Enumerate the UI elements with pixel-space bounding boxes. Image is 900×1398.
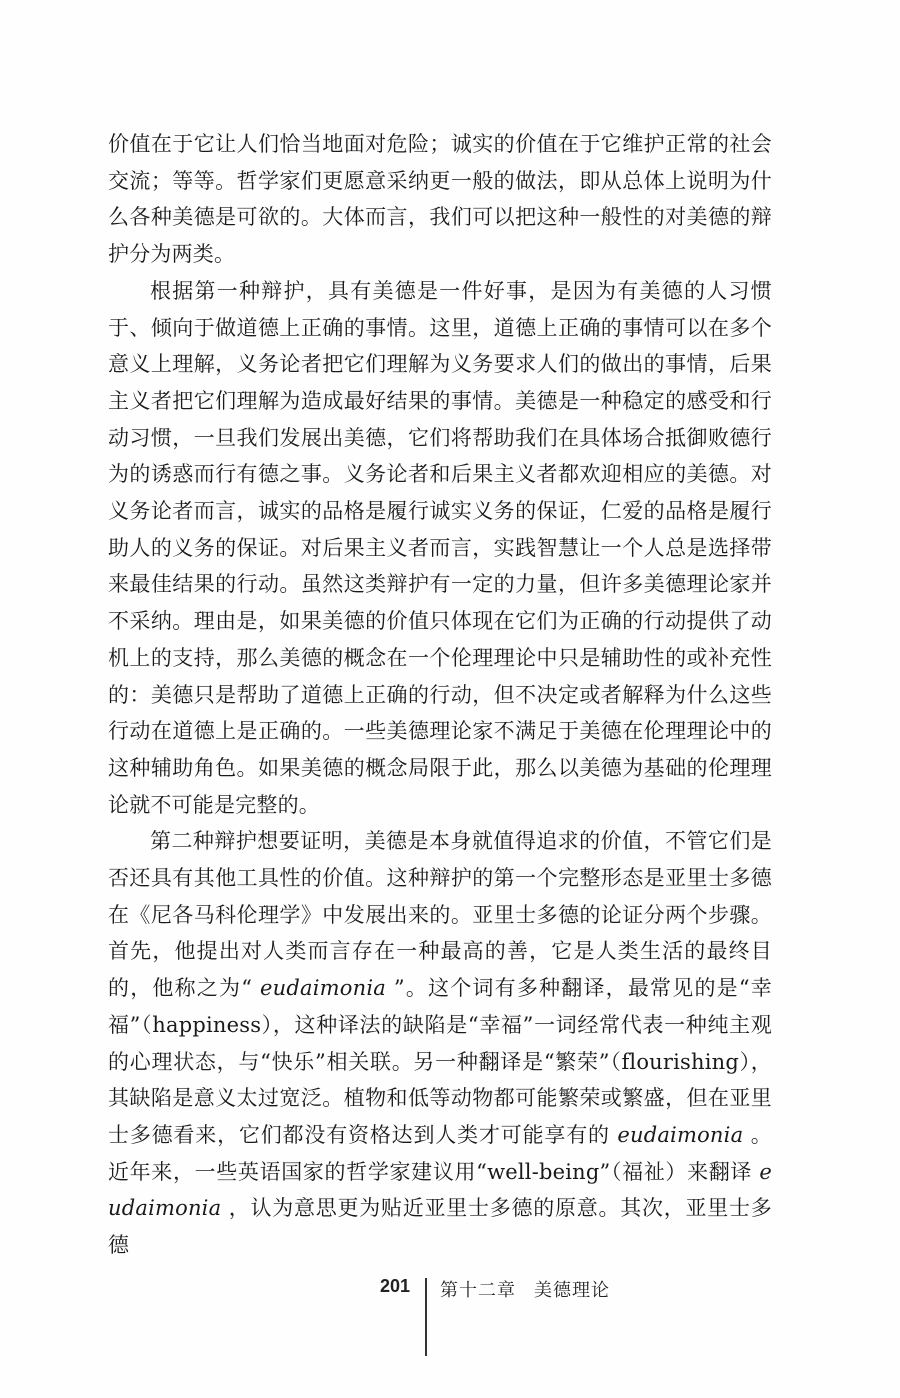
text-run: 根据第一种辩护，具有美德是一件好事，是因为有美德的人习惯于、倾向于做道德上正确的事情。这里，道德上正确的事情可以在多个意义上理解，义务论者把它们理解为义务要求人们的做出的事情，后果主义者把它们理解为造成最好结果的事情。美德是一种稳定的感受和行动习惯，一旦我们发展出美德，它们将帮助我们在具体场合抵御败德行为的诱惑而行有德之事。义务论者和后果主义者都欢迎相应的美德。对义务论者而言，诚实的品格是履行诚实义务的保证，仁爱的品格是履行助人的义务的保证。对后果主义者而言，实践智慧让一个人总是选择带来最佳结果的行动。虽然这类辩护有一定的力量，但许多美德理论家并不采纳。理由是，如果美德的价值只体现在它们为正确的行动提供了动机上的支持，那么美德的概念在一个伦理理论中只是辅助性的或补充性的：美德只是帮助了道德上正确的行动，但不决定或者解释为什么这些行动在道德上是正确的。一些美德理论家不满足于美德在伦理理论中的这种辅助角色。如果美德的概念局限于此，那么以美德为基础的伦理理论就不可能是完整的。 <box>108 278 772 817</box>
text-run: ，认为意思更为贴近亚里士多德的原意。其次，亚里士多德 <box>108 1196 772 1258</box>
paragraph <box>108 273 772 824</box>
text-run: ”。这个词有多种翻译，最常见的是“幸福”（happiness），这种译法的缺陷是“幸福”一词经常代表一种纯主观的心理状态，与“快乐”相关联。另一种翻译是“繁荣”（flourishing），其缺陷是意义太过宽泛。植物和低等动物都可能繁荣或繁盛，但在亚里士多德看来，它们都没有资格达到人类才可能享有的 <box>108 976 772 1147</box>
paragraph <box>108 126 772 273</box>
chapter-title: 美德理论 <box>534 1280 610 1301</box>
running-header-chapter <box>440 1276 610 1302</box>
text-run: 。近年来，一些英语国家的哲学家建议用“well-being”（福祉）来翻译 <box>108 1122 772 1184</box>
italic-term: eudaimonia <box>108 1159 772 1221</box>
italic-term: eudaimonia <box>617 1122 744 1147</box>
chapter-number: 第十二章 <box>440 1280 516 1301</box>
text-run: 第二种辩护想要证明，美德是本身就值得追求的价值，不管它们是否还具有其他工具性的价值。这种辩护的第一个完整形态是亚里士多德在《尼各马科伦理学》中发展出来的。亚里士多德的论证分两个步骤。首先，他提出对人类而言存在一种最高的善，它是人类生活的最终目的，他称之为“ <box>108 829 772 1001</box>
paragraph <box>108 823 772 1263</box>
page-number: 201 <box>380 1276 411 1296</box>
page-footer <box>0 1276 900 1356</box>
body-text <box>108 126 772 1264</box>
italic-term: eudaimonia <box>252 976 394 1001</box>
footer-divider <box>425 1278 427 1356</box>
text-run: 价值在于它让人们恰当地面对危险；诚实的价值在于它维护正常的社会交流；等等。哲学家们更愿意采纳更一般的做法，即从总体上说明为什么各种美德是可欲的。大体而言，我们可以把这种一般性的对美德的辩护分为两类。 <box>108 132 772 267</box>
